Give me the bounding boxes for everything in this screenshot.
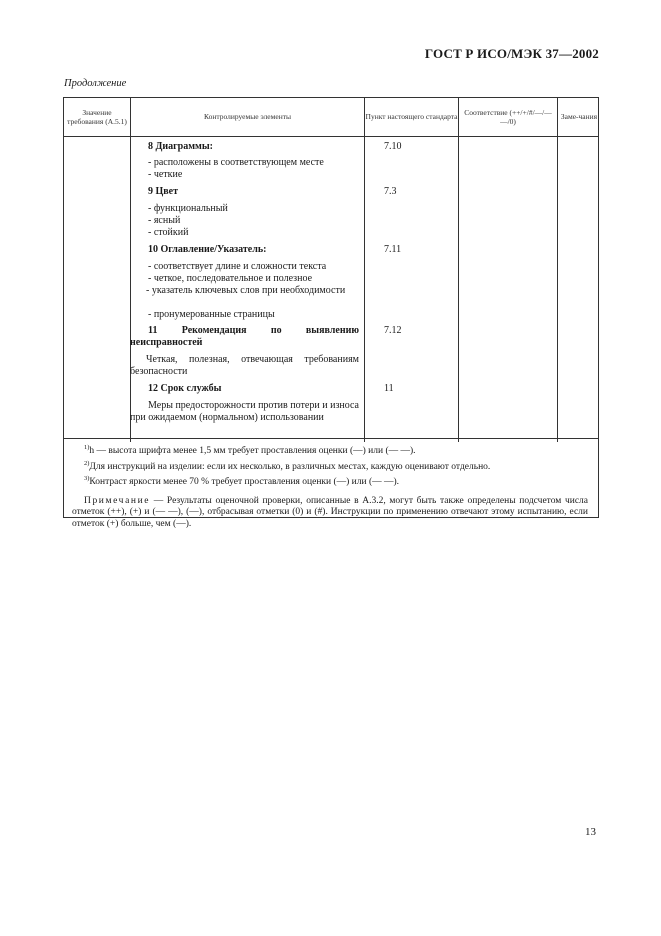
footnote-text: Контраст яркости менее 70 % требует проставления оценки (—) или (— —). — [89, 477, 400, 488]
header-divider — [64, 136, 598, 137]
requirements-table — [63, 97, 599, 529]
section-item: - четкое, последовательное и полезное — [148, 273, 313, 284]
section-item: - соответствует длине и сложности текста — [148, 261, 327, 272]
footnote-mark: 1) — [84, 444, 90, 451]
column-divider — [130, 98, 131, 442]
footnote — [72, 458, 588, 474]
section-point: 7.3 — [384, 186, 397, 197]
document-id-header: ГОСТ Р ИСО/МЭК 37—2002 — [424, 46, 599, 61]
section-item: - указатель ключевых слов при необходимости — [146, 285, 346, 296]
footnote-text: Для инструкций на изделии: если их несколько, в различных местах, каждую оценивают отдельно. — [89, 461, 491, 472]
header-controlled-elements: Контролируемые элементы — [203, 112, 292, 122]
header-standard-clause: Пункт настоящего стандарта — [365, 112, 458, 122]
column-divider — [458, 98, 459, 442]
section-point: 7.12 — [384, 325, 402, 336]
section-item: - функциональный — [148, 203, 228, 214]
section-item: Меры предосторожности против потери и износа при ожидаемом (нормальном) использовании — [130, 400, 359, 423]
section-item: - пронумерованные страницы — [148, 309, 275, 320]
section-title: 10 Оглавление/Указатель: — [148, 244, 267, 255]
column-divider — [557, 98, 558, 442]
section-title: 12 Срок службы — [148, 383, 222, 394]
footnote — [72, 442, 588, 458]
column-divider — [364, 98, 365, 442]
section-item: - ясный — [148, 215, 181, 226]
section-title: 9 Цвет — [148, 186, 179, 197]
section-item: Четкая, полезная, отвечающая требованиям безопасности — [130, 354, 359, 377]
section-title: 8 Диаграммы: — [148, 141, 214, 152]
header-requirement-value: Значение требования (А.5.1) — [67, 107, 127, 126]
note-text: — Результаты оценочной проверки, описанные в А.3.2, могут быть также определены подсчетом числа отметок (++), (+) и (— —), (—), отбрасывая отметки (0) и (#). Инструкции по применению отвечают этому испытанию, если отметок (+) больше, чем (—). — [72, 495, 588, 529]
note-label: Примечание — [84, 495, 151, 506]
header-remarks: Заме-чания — [560, 112, 598, 122]
footnote-mark: 3) — [84, 475, 90, 483]
section-item: - расположены в соответствующем месте — [148, 157, 324, 168]
section-item: - стойкий — [148, 227, 189, 238]
table-note — [72, 496, 588, 531]
table-notes — [64, 442, 598, 530]
section-point: 11 — [384, 383, 394, 394]
continuation-label: Продолжение — [64, 78, 127, 89]
footnote-mark: 2) — [84, 459, 90, 467]
section-title: 11 Рекомендация по выявлению неисправностей — [130, 325, 359, 348]
header-conformity: Соответствие (++/+/#/—/— —/0) — [464, 107, 552, 126]
section-point: 7.11 — [384, 244, 402, 255]
section-item: - четкие — [148, 169, 183, 180]
page-number: 13 — [585, 826, 596, 838]
footnote-text: h — высота шрифта менее 1,5 мм требует проставления оценки (—) или (— —). — [89, 446, 416, 457]
section-point: 7.10 — [384, 141, 402, 152]
footnote — [72, 473, 588, 489]
notes-divider — [64, 438, 598, 439]
